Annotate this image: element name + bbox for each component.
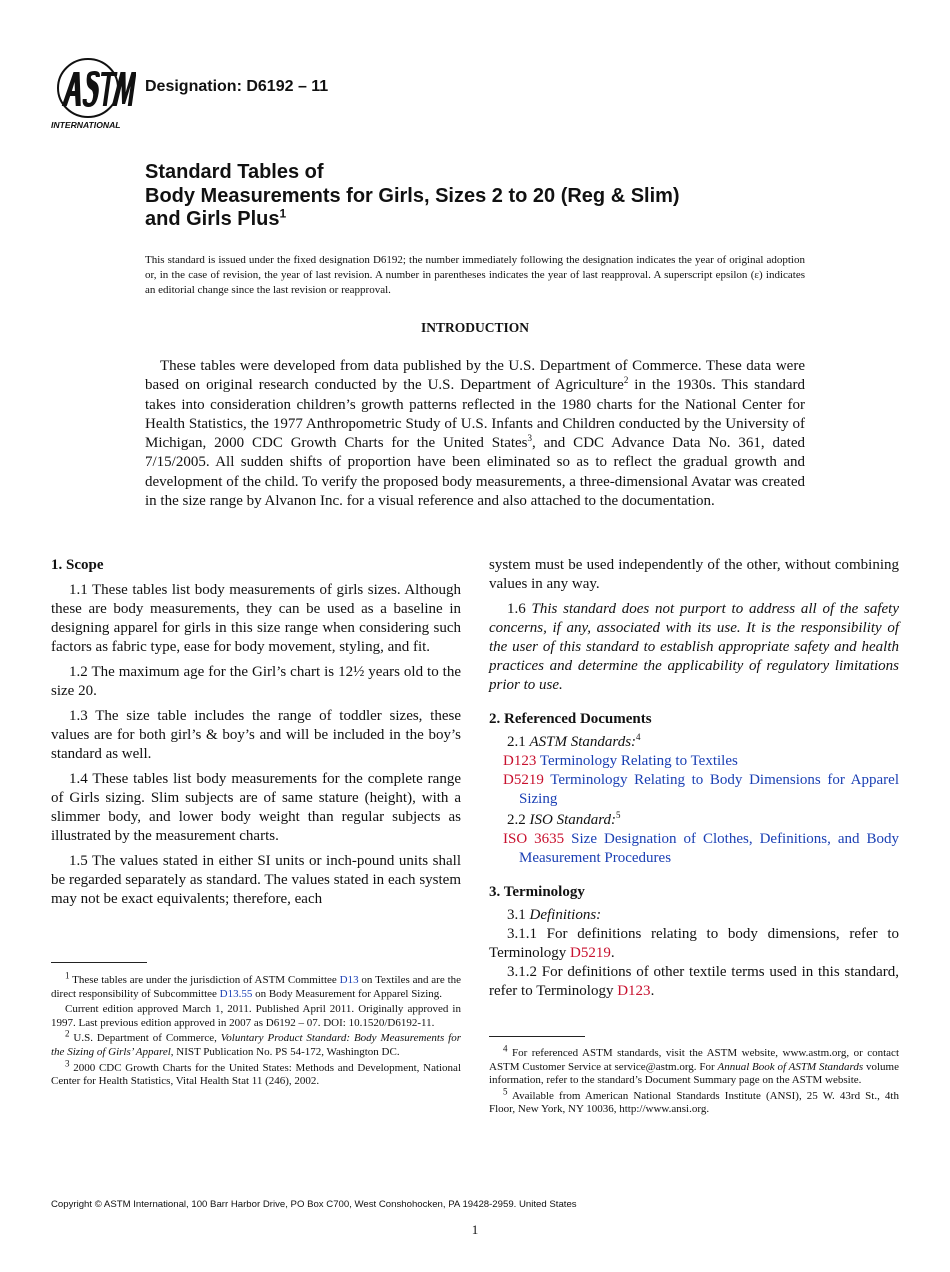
designation-label: Designation: [145,78,242,95]
ref-code-iso-3635[interactable]: ISO 3635 [503,831,565,847]
footnote-1: $^1$ These tables are under the jurisdiction of ASTM Committee D13 on Textiles and are the direct responsibility of Subcommittee D13.55 on Body Measurement for Apparel Sizing. [51,970,462,1000]
terminology-heading: 3. Terminology [489,884,585,900]
title-line-1: Standard Tables of [145,161,324,183]
astm-logo [50,56,136,134]
para-1-5a: 1.5 The values stated in either SI units or inch-pound units shall be regarded separately as standard. The values stated in each system may not be exact equivalents; therefore, each [51,853,461,907]
definitions-label: 3.1 Definitions: [507,907,602,923]
para-1-2: 1.2 The maximum age for the Girl’s chart is 12½ years old to the size 20. [51,664,461,699]
copyright: Copyright © ASTM International, 100 Barr Harbor Drive, PO Box C700, West Conshohocken, PA 19428-2959. United States [51,1199,577,1210]
designation [145,78,328,96]
footnote-3: $^3$ 2000 CDC Growth Charts for the United States: Methods and Development, National Center for Health Statistics, Vital Health Stat 11 (246), 2002. [51,1057,461,1088]
footnote-2: $^2$ U.S. Department of Commerce, Voluntary Product Standard: Body Measurements for the Sizing of Girls’ Apparel, NIST Publication No. PS 54-172, Washington DC. [51,1028,461,1058]
astm-logo-mark [50,56,136,134]
issuance-note: This standard is issued under the fixed designation D6192; the number immediately following the designation indicates the year of original adoption or, in the case of revision, the year of last revision. A number in parentheses indicates the year of last reapproval. A superscript epsilon (ε) indicates an editorial change since the last revision or reapproval. [145,254,805,296]
footnote-link-d13[interactable]: D13 [339,974,359,986]
introduction-text: These tables were developed from data published by the U.S. Department of Commerce. These data were based on original research conducted by the U.S. Department of Agriculture$^2$ in the 1930s. This standard takes into consideration children’s growth patterns reflected in the 1980 charts for the National Center for Health Statistics, the 1977 Anthropometric Study of U.S. Infants and Children conducted by the University of Michigan, 2000 CDC Growth Charts for the United States$^3$, and CDC Advance Data No. 361, dated 7/15/2005. All sudden shifts of proportion have been eliminated so as to reflect the gradual growth and development of the child. To verify the proposed body measurements, a three-dimensional Avatar was created in the size range by Alvanon Inc. for a visual reference and also attached to the documentation. [145,358,806,510]
ref-code-d123[interactable]: D123 [503,753,537,769]
designation-value: D6192 – 11 [246,78,329,95]
para-1-6: 1.6 This standard does not purport to address all of the safety concerns, if any, associated with its use. It is the responsibility of the user of this standard to establish appropriate safety and health practices and determine the applicability of regulatory limitations prior to use. [489,601,900,693]
ref-d5219[interactable] [489,771,899,809]
footnote-5: $^5$ Available from American National Standards Institute (ANSI), 25 W. 43rd St., 4th Floor, New York, NY 10036, http://www.ansi.org. [489,1086,899,1116]
astm-standards-label: 2.1 ASTM Standards:$^4$ [507,732,641,750]
title-footnote-ref: 1 [279,206,287,221]
iso-standard-label: 2.2 ISO Standard:$^5$ [507,810,621,828]
ref-title-d5219[interactable]: Terminology Relating to Body Dimensions for Apparel Sizing [519,772,899,807]
ref-title-d123[interactable]: Terminology Relating to Textiles [536,753,738,769]
title-line-2: Body Measurements for Girls, Sizes 2 to 20 (Reg & Slim) [145,184,680,207]
document-title [145,161,680,232]
para-3-1-1: 3.1.1 For definitions relating to body dimensions, refer to Terminology D5219. [489,926,899,961]
right-footnote-rule [489,1036,585,1037]
footnote-link-d13-55[interactable]: D13.55 [219,987,253,1000]
ref-d123[interactable] [489,752,899,771]
link-d123[interactable]: D123 [617,983,651,999]
left-footnote-rule [51,962,147,963]
page-number: 1 [471,1222,479,1237]
left-column [51,556,461,915]
para-1-1: 1.1 These tables list body measurements of girls sizes. Although these are body measurements, they can be used as a baseline in designing apparel for girls in this size range when considering such factors as fabric type, ease for body movement, styling, and fit. [51,582,461,655]
right-footnotes [489,1043,899,1117]
referenced-documents-heading: 2. Referenced Documents [489,711,652,727]
right-column [489,556,899,1001]
introduction-heading: INTRODUCTION [420,320,529,335]
logo-text: INTERNATIONAL [51,120,121,130]
ref-title-iso-3635[interactable]: Size Designation of Clothes, Definitions, and Body Measurement Procedures [519,831,899,866]
left-footnotes [51,970,462,1089]
ref-code-d5219[interactable]: D5219 [503,772,544,788]
footnote-1-edition: Current edition approved March 1, 2011. Published April 2011. Originally approved in 1997. Last previous edition approved in 2007 as D6192 – 07. DOI: 10.1520/D6192-11. [51,1003,461,1029]
ref-iso-3635[interactable] [489,830,899,868]
footnote-4: $^4$ For referenced ASTM standards, visit the ASTM website, www.astm.org, or contact ASTM Customer Service at service@astm.org. For Annual Book of ASTM Standards volume information, refer to the standard’s Document Summary page on the ASTM website. [489,1043,899,1087]
title-line-3: and Girls Plus [145,208,280,230]
para-1-3: 1.3 The size table includes the range of toddler sizes, these values are for both girl’s & boy’s and will be included in the boy’s standard as well. [51,708,461,762]
para-1-4: 1.4 These tables list body measurements for the complete range of Girls sizing. Slim subjects are of same stature (height), with a slimmer body, and lower body weight than regular subjects as illustrated by the measurement charts. [51,771,461,844]
link-d5219[interactable]: D5219 [570,945,611,961]
scope-heading: 1. Scope [51,557,104,573]
para-3-1-2: 3.1.2 For definitions of other textile terms used in this standard, refer to Terminology D123. [489,964,899,999]
para-1-5b: system must be used independently of the other, without combining values in any way. [489,557,899,592]
